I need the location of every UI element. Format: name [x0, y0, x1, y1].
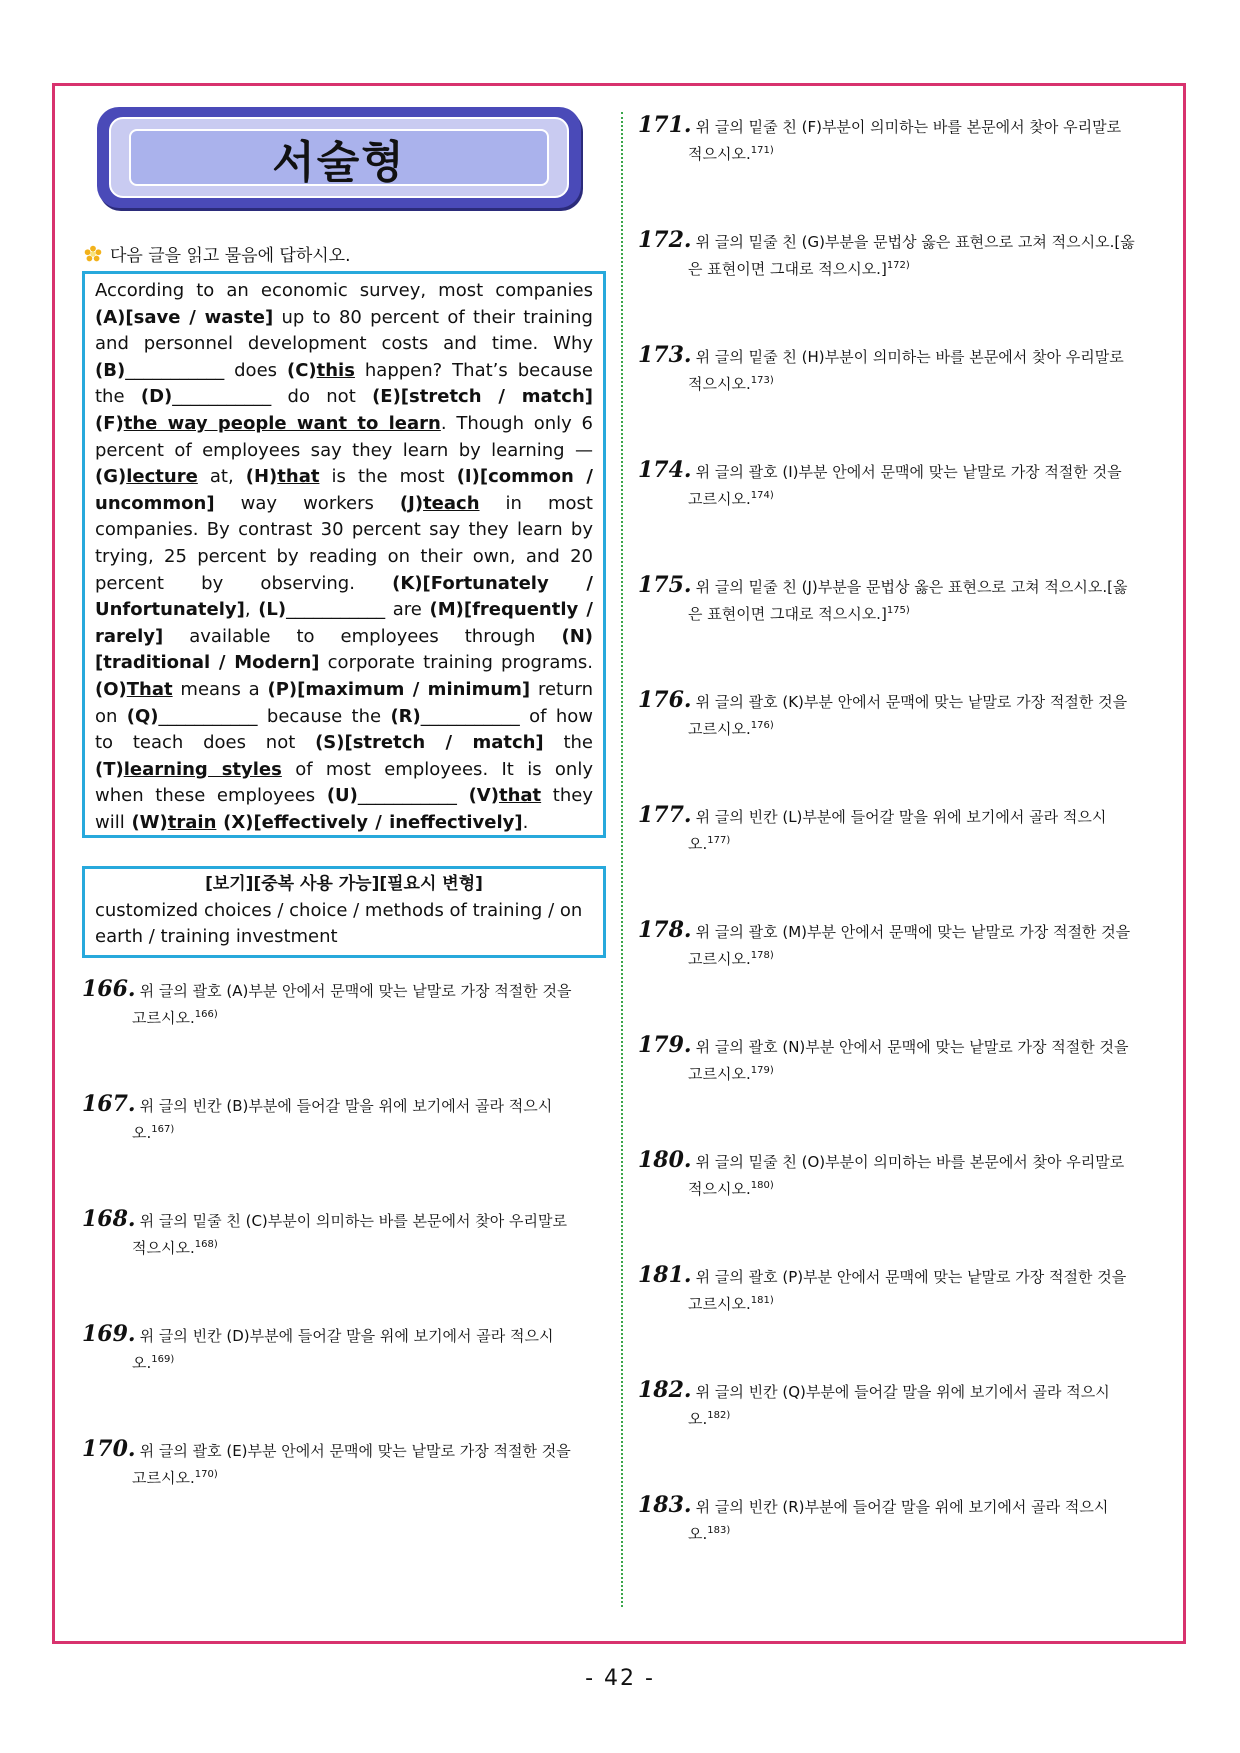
option-A: (A)[save / waste] — [95, 306, 274, 328]
question-number: 169. — [82, 1321, 136, 1347]
blank-U: ___________ — [357, 785, 457, 807]
question-item — [638, 114, 1138, 166]
question-text: 위 글의 밑줄 친 (J)부분을 문법상 옳은 표현으로 고쳐 적으시오.[옳 — [695, 578, 1128, 596]
footnote-ref: 173) — [750, 375, 774, 386]
question-number: 170. — [82, 1436, 136, 1462]
question-number: 180. — [638, 1147, 692, 1173]
word-bank-title: [보기][중복 사용 가능][필요시 변형] — [205, 874, 483, 894]
question-number: 173. — [638, 342, 692, 368]
option-I: (I)[common / uncommon] — [95, 466, 593, 514]
question-item — [638, 1034, 1138, 1086]
question-text-cont: 고르시오. — [132, 1009, 195, 1027]
question-item — [638, 574, 1138, 626]
question-number: 183. — [638, 1492, 692, 1518]
question-number: 178. — [638, 917, 692, 943]
question-item — [638, 459, 1138, 511]
question-text-cont: 고르시오. — [688, 1065, 751, 1083]
question-text: 위 글의 괄호 (A)부분 안에서 문맥에 맞는 낱말로 가장 적절한 것을 — [139, 982, 572, 1000]
underline-J: teach — [423, 492, 480, 514]
underline-F: the way people want to learn — [123, 412, 441, 434]
question-number: 172. — [638, 227, 692, 253]
question-number: 166. — [82, 976, 136, 1002]
underline-G: lecture — [126, 466, 198, 488]
question-text-cont: 고르시오. — [132, 1469, 195, 1487]
question-text: 위 글의 빈칸 (B)부분에 들어갈 말을 위에 보기에서 골라 적으시 — [139, 1097, 553, 1115]
question-number: 168. — [82, 1206, 136, 1232]
question-number: 179. — [638, 1032, 692, 1058]
footnote-ref: 181) — [750, 1295, 774, 1306]
question-text-cont: 적으시오. — [132, 1239, 195, 1257]
question-number: 176. — [638, 687, 692, 713]
question-text-cont: 고르시오. — [688, 490, 751, 508]
blank-Q: ___________ — [158, 705, 258, 727]
footnote-ref: 170) — [194, 1469, 218, 1480]
option-S: (S)[stretch / match] — [315, 732, 544, 754]
question-text-cont: 오. — [688, 1410, 708, 1428]
question-text-cont: 적으시오. — [688, 1180, 751, 1198]
question-item — [638, 1149, 1138, 1201]
blank-R: ___________ — [420, 705, 520, 727]
question-text: 위 글의 밑줄 친 (G)부분을 문법상 옳은 표현으로 고쳐 적으시오.[옳 — [695, 233, 1135, 251]
footnote-ref: 171) — [750, 145, 774, 156]
page-title: 서술형 — [272, 136, 406, 188]
question-item — [638, 919, 1138, 971]
question-text-cont: 고르시오. — [688, 950, 751, 968]
question-number: 181. — [638, 1262, 692, 1288]
question-text: 위 글의 밑줄 친 (O)부분이 의미하는 바를 본문에서 찾아 우리말로 — [695, 1153, 1125, 1171]
footnote-ref: 169) — [151, 1354, 175, 1365]
question-text-cont: 오. — [688, 1525, 708, 1543]
footnote-ref: 176) — [750, 720, 774, 731]
footnote-ref: 182) — [707, 1410, 731, 1421]
footnote-ref: 180) — [750, 1180, 774, 1191]
question-item — [638, 804, 1138, 856]
option-K: (K)[Fortunately / Unfortunately] — [95, 572, 593, 621]
blank-label-Q: (Q) — [126, 705, 159, 727]
blank-label-D: (D) — [140, 386, 173, 408]
page-number: - 42 - — [585, 1666, 655, 1691]
option-P: (P)[maximum / minimum] — [267, 678, 531, 700]
option-N: (N)[traditional / Modern] — [95, 625, 593, 674]
word-bank-text: customized choices / choice / methods of training / on earth / training investment — [95, 899, 583, 948]
footnote-ref: 172) — [886, 260, 910, 271]
blank-L: ___________ — [286, 599, 386, 621]
instruction-text: 다음 글을 읽고 물음에 답하시오. — [110, 246, 351, 266]
question-text-cont: 적으시오. — [688, 375, 751, 393]
question-text: 위 글의 괄호 (K)부분 안에서 문맥에 맞는 낱말로 가장 적절한 것을 — [695, 693, 1128, 711]
question-number: 175. — [638, 572, 692, 598]
question-number: 177. — [638, 802, 692, 828]
question-item — [82, 978, 582, 1030]
question-text: 위 글의 괄호 (N)부분 안에서 문맥에 맞는 낱말로 가장 적절한 것을 — [695, 1038, 1129, 1056]
underline-O: That — [126, 678, 173, 700]
footnote-ref: 167) — [151, 1124, 175, 1135]
blank-label-U: (U) — [326, 785, 358, 807]
question-text-cont: 고르시오. — [688, 720, 751, 738]
question-number: 171. — [638, 112, 692, 138]
question-text-cont: 은 표현이면 그대로 적으시오.] — [688, 260, 887, 278]
question-item — [82, 1323, 582, 1375]
blank-label-B: (B) — [95, 359, 126, 381]
underline-C: this — [316, 359, 355, 381]
blank-D: ___________ — [172, 386, 272, 408]
question-item — [638, 344, 1138, 396]
flower-icon — [84, 245, 102, 263]
question-text: 위 글의 빈칸 (Q)부분에 들어갈 말을 위에 보기에서 골라 적으시 — [695, 1383, 1110, 1401]
question-number: 182. — [638, 1377, 692, 1403]
question-text: 위 글의 빈칸 (L)부분에 들어갈 말을 위에 보기에서 골라 적으시 — [695, 808, 1107, 826]
option-E: (E)[stretch / match] — [372, 386, 594, 408]
word-bank-box — [82, 866, 606, 958]
option-X: (X)[effectively / ineffectively] — [223, 811, 523, 833]
question-item — [638, 689, 1138, 741]
question-text: 위 글의 밑줄 친 (C)부분이 의미하는 바를 본문에서 찾아 우리말로 — [139, 1212, 567, 1230]
blank-label-L: (L) — [258, 599, 287, 621]
underline-H: that — [277, 466, 320, 488]
instruction-line — [84, 241, 351, 266]
banner-core — [129, 129, 549, 186]
footnote-ref: 166) — [194, 1009, 218, 1020]
question-item — [638, 229, 1138, 281]
blank-B: ___________ — [125, 359, 225, 381]
option-M: (M)[frequently / rarely] — [95, 599, 593, 647]
question-text: 위 글의 빈칸 (D)부분에 들어갈 말을 위에 보기에서 골라 적으시 — [139, 1327, 554, 1345]
footnote-ref: 183) — [707, 1525, 731, 1536]
question-text-cont: 적으시오. — [688, 145, 751, 163]
underline-V: that — [498, 785, 542, 807]
footnote-ref: 174) — [750, 490, 774, 501]
question-item — [638, 1264, 1138, 1316]
footnote-ref: 177) — [707, 835, 731, 846]
underline-W: train — [167, 811, 217, 833]
reading-passage: According to an economic survey, most companies (A)[save / waste] up to 80 percent of their training and personnel development costs and time. Why (B)___________ does (C)this happen? That’s because the (D)___________ do not (E)[stretch / match] (F)the way people want to learn. Though only 6 percent of employees say they learn by learning — (G)lecture at, (H)that is the most (I)[common / uncommon] way workers (J)teach in most companies. By contrast 30 percent say they learn by trying, 25 percent by reading on their own, and 20 percent by observing. (K)[Fortunately / Unfortunately], (L)___________ are (M)[frequently / rarely] available to employees through (N)[traditional / Modern] corporate training programs. (O)That means a (P)[maximum / minimum] return on (Q)___________ because the (R)___________ of how to teach does not (S)[stretch / match] the (T)learning styles of most employees. It is only when these employees (U)___________ (V)that they will (W)train (X)[effectively / ineffectively]. — [82, 271, 606, 838]
question-text: 위 글의 밑줄 친 (H)부분이 의미하는 바를 본문에서 찾아 우리말로 — [695, 348, 1124, 366]
question-item — [638, 1494, 1138, 1546]
title-banner — [97, 107, 581, 208]
blank-label-R: (R) — [390, 705, 421, 727]
question-text-cont: 오. — [132, 1354, 152, 1372]
question-item — [82, 1208, 582, 1260]
question-item — [638, 1379, 1138, 1431]
question-text: 위 글의 괄호 (P)부분 안에서 문맥에 맞는 낱말로 가장 적절한 것을 — [695, 1268, 1127, 1286]
question-number: 167. — [82, 1091, 136, 1117]
question-text-cont: 오. — [132, 1124, 152, 1142]
question-item — [82, 1438, 582, 1490]
question-text: 위 글의 밑줄 친 (F)부분이 의미하는 바를 본문에서 찾아 우리말로 — [695, 118, 1122, 136]
question-text-cont: 고르시오. — [688, 1295, 751, 1313]
question-text-cont: 오. — [688, 835, 708, 853]
footnote-ref: 175) — [886, 605, 910, 616]
footnote-ref: 168) — [194, 1239, 218, 1250]
question-item — [82, 1093, 582, 1145]
question-text: 위 글의 빈칸 (R)부분에 들어갈 말을 위에 보기에서 골라 적으시 — [695, 1498, 1109, 1516]
question-text-cont: 은 표현이면 그대로 적으시오.] — [688, 605, 887, 623]
footnote-ref: 178) — [750, 950, 774, 961]
footnote-ref: 179) — [750, 1065, 774, 1076]
question-text: 위 글의 괄호 (I)부분 안에서 문맥에 맞는 낱말로 가장 적절한 것을 — [695, 463, 1122, 481]
banner-inner — [109, 117, 569, 198]
question-text: 위 글의 괄호 (M)부분 안에서 문맥에 맞는 낱말로 가장 적절한 것을 — [695, 923, 1131, 941]
question-number: 174. — [638, 457, 692, 483]
column-divider — [621, 112, 623, 1607]
underline-T: learning styles — [123, 758, 282, 780]
question-text: 위 글의 괄호 (E)부분 안에서 문맥에 맞는 낱말로 가장 적절한 것을 — [139, 1442, 571, 1460]
